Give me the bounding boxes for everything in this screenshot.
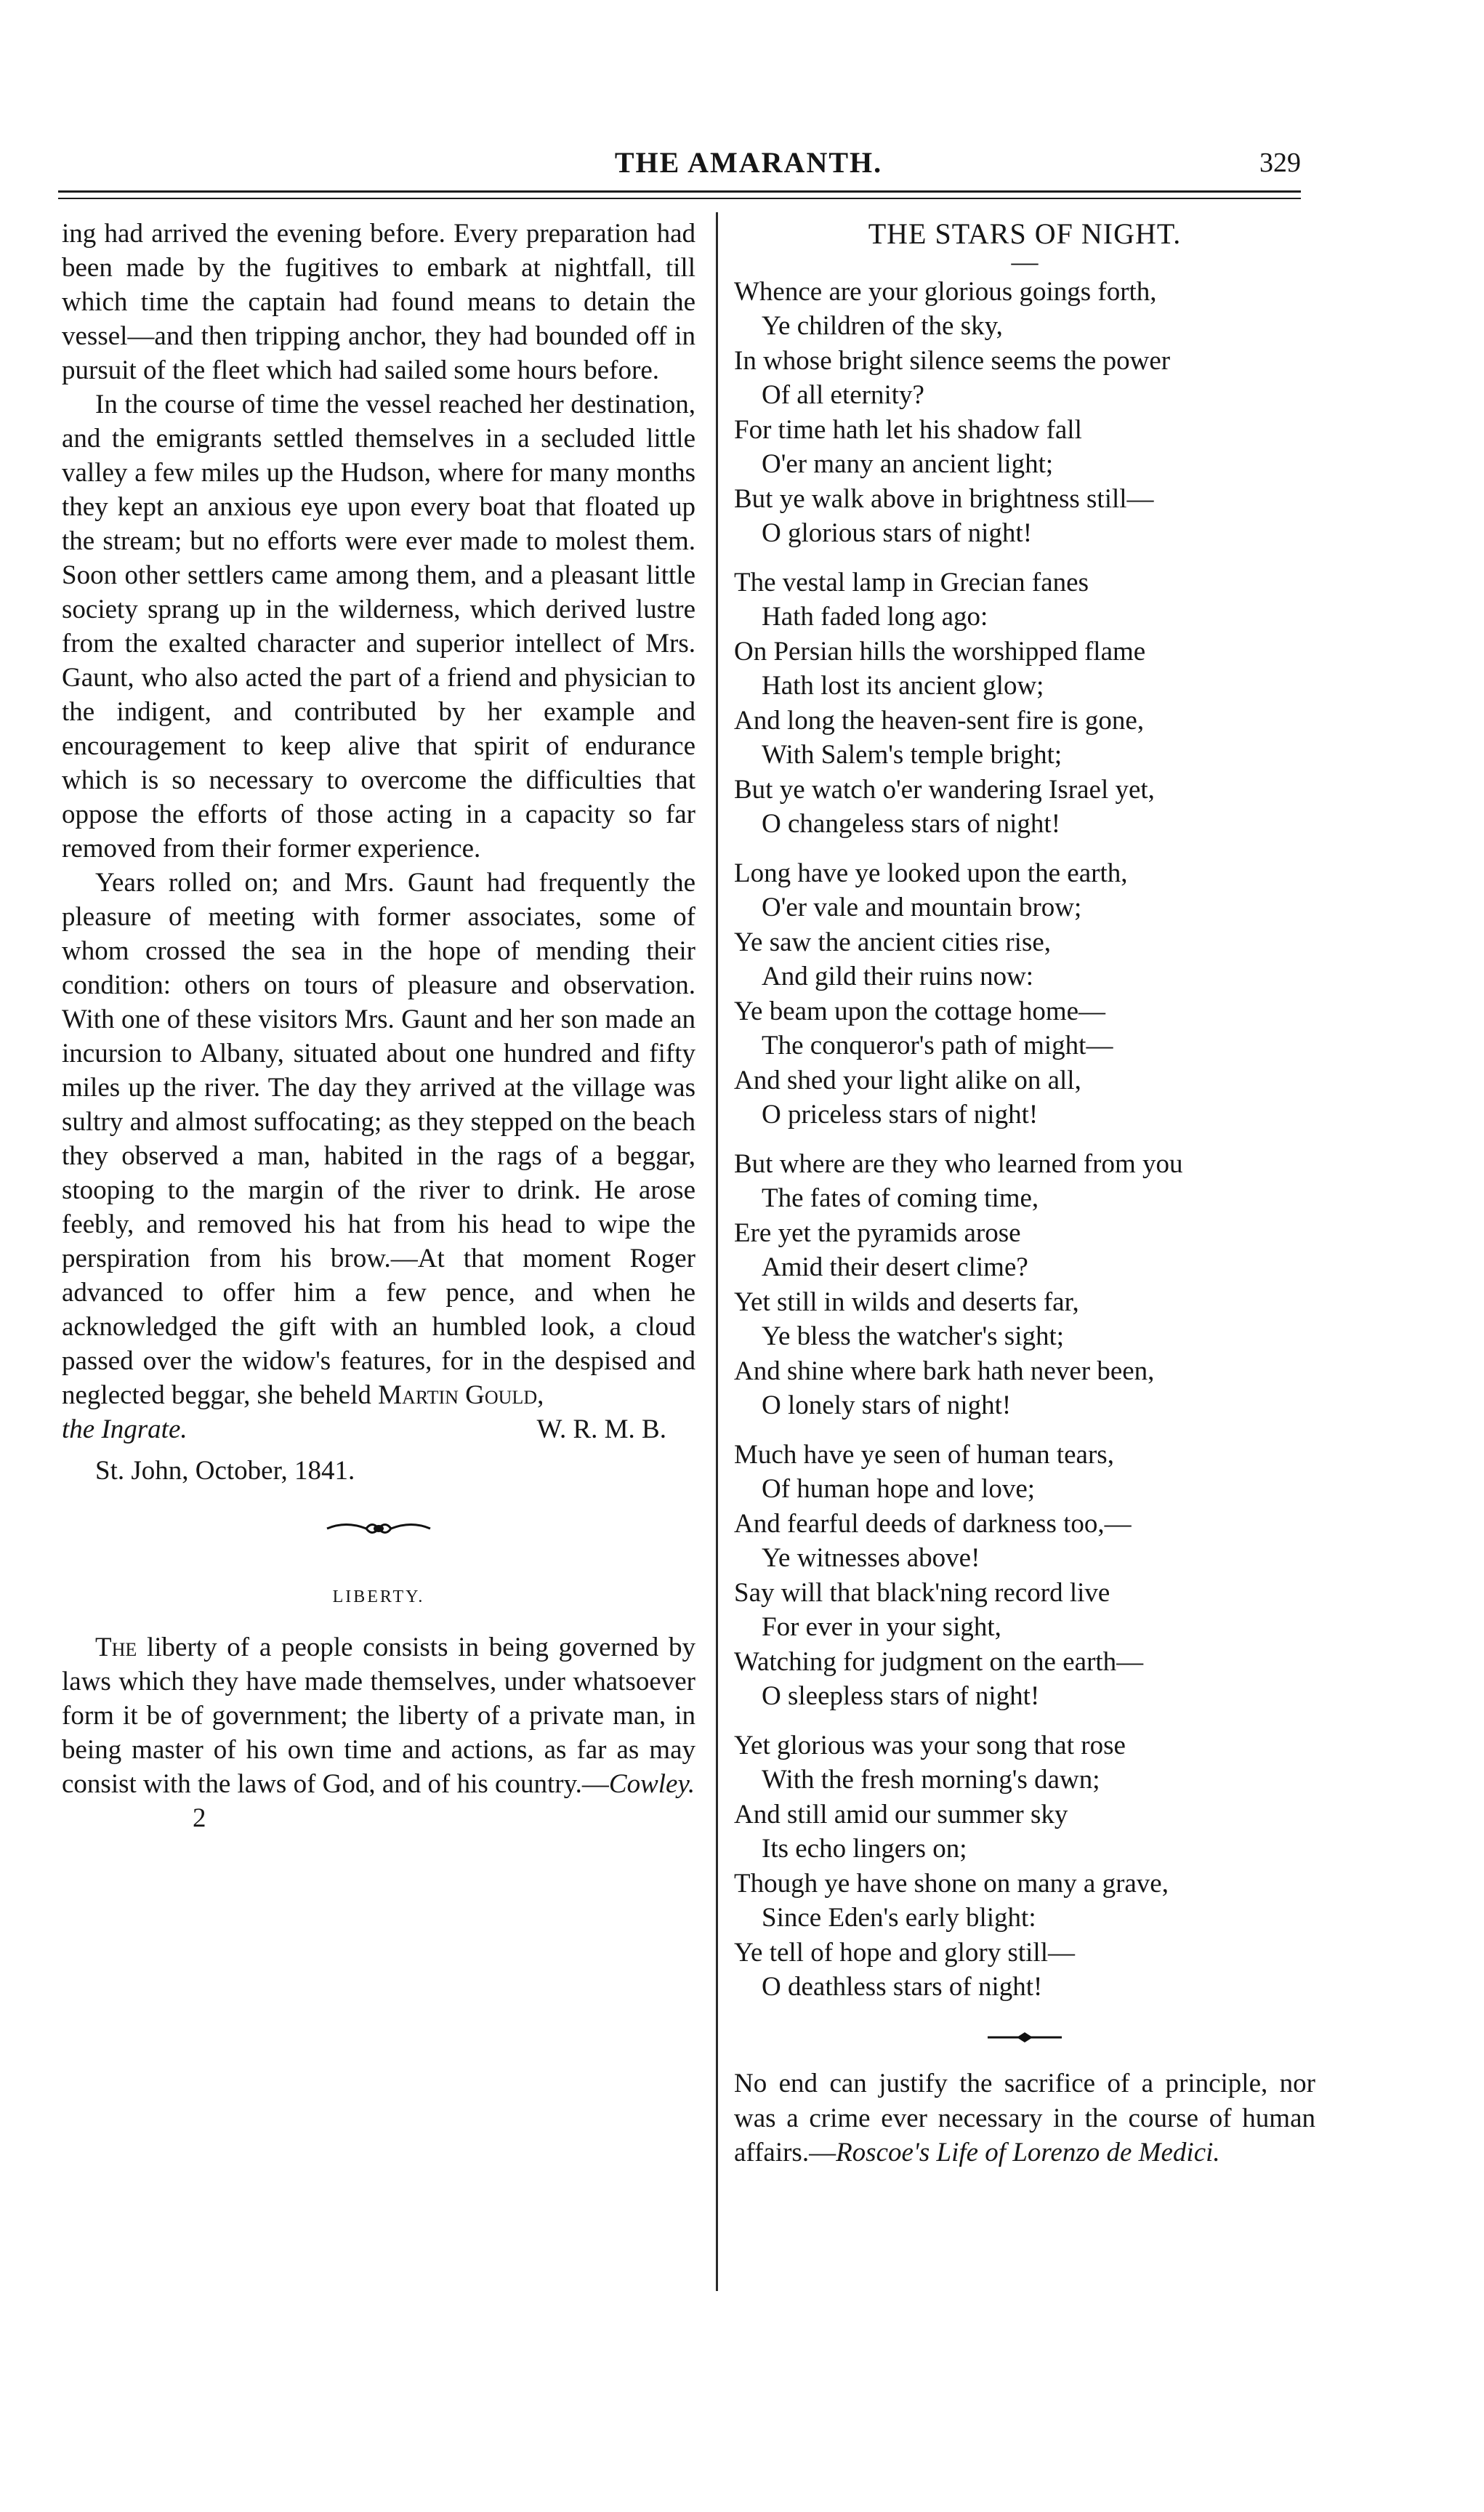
divider-diamond-icon: [985, 2030, 1065, 2045]
dateline: St. John, October, 1841.: [95, 1456, 355, 1486]
poem-line: Its echo lingers on;: [762, 1834, 967, 1864]
ornament-divider: [734, 2019, 1315, 2054]
poem-line: Ye beam upon the cottage home—: [734, 996, 1106, 1026]
story-paragraph-3: [62, 866, 695, 1412]
poem-line: Yet still in wilds and deserts far,: [734, 1287, 1079, 1317]
page-number: 329: [1259, 148, 1301, 178]
poem-stanza: [734, 565, 1315, 842]
column-divider: [716, 212, 718, 2291]
poem-line: And fearful deeds of darkness too,—: [734, 1508, 1132, 1539]
poem-line: Ye saw the ancient cities rise,: [734, 927, 1052, 957]
poem-line: Ye children of the sky,: [762, 311, 1003, 341]
poem-line: And shine where bark hath never been,: [734, 1356, 1155, 1386]
poem-line: And shed your light alike on all,: [734, 1065, 1081, 1095]
liberty-text: liberty of a people consists in being governed by laws which they have made themselves, under whatsoever form it be of government; the liberty of a private man, in being master of his own time and actions, as far as may consist with the laws of God, and of his country.—: [62, 1633, 695, 1799]
poem-line: O changeless stars of night!: [762, 809, 1061, 839]
poem-line: The vestal lamp in Grecian fanes: [734, 567, 1089, 597]
poem-line: And long the heaven-sent fire is gone,: [734, 705, 1145, 736]
closing-quote: [734, 2066, 1315, 2170]
poem-line: O lonely stars of night!: [762, 1390, 1012, 1420]
poem-line: O sleepless stars of night!: [762, 1681, 1040, 1711]
poem-stanza: [734, 1438, 1315, 1714]
poem-line: Though ye have shone on many a grave,: [734, 1868, 1169, 1899]
poem-line: Of human hope and love;: [762, 1474, 1036, 1504]
poem-line: Ere yet the pyramids arose: [734, 1217, 1021, 1248]
poem-line: Say will that black'ning record live: [734, 1577, 1110, 1608]
poem-line: Ye bless the watcher's sight;: [762, 1321, 1065, 1351]
poem-line: Since Eden's early blight:: [762, 1903, 1036, 1933]
poem-line: O deathless stars of night!: [762, 1972, 1043, 2002]
flourish-icon: [324, 1518, 433, 1539]
story-title-ref: the Ingrate.: [62, 1414, 187, 1444]
poem-title: THE STARS OF NIGHT.: [868, 217, 1182, 250]
poem-line: O'er vale and mountain brow;: [762, 893, 1082, 922]
signature-mark: 2: [193, 1803, 206, 1833]
poem-body: [734, 275, 1315, 2005]
poem-line: O glorious stars of night!: [762, 518, 1033, 548]
poem-line: Whence are your glorious goings forth,: [734, 276, 1157, 307]
poem-line: O priceless stars of night!: [762, 1100, 1039, 1130]
poem-line: The fates of coming time,: [762, 1183, 1039, 1213]
poem-line: And gild their ruins now:: [762, 962, 1034, 991]
poem-line: Long have ye looked upon the earth,: [734, 858, 1128, 888]
poem-line: But where are they who learned from you: [734, 1148, 1183, 1179]
left-column: [62, 217, 695, 1835]
story-paragraph-2: In the course of time the vessel reached her destination, and the emigrants settled themselves in a secluded little valley a few miles up the Hudson, where for many months they kept an anxious eye upon every boat that floated up the stream; but no efforts were ever made to molest them. Soon other settlers came among them, and a pleasant little society sprang up in the wilderness, which derived lustre from the exalted character and superior intellect of Mrs. Gaunt, who also acted the part of a friend and physician to the indigent, and contributed by her example and encouragement to keep alive that spirit of endurance which is so necessary to overcome the difficulties that oppose the efforts of those acting in a capacity so far removed from their former experience.: [62, 390, 695, 864]
poem-line: Watching for judgment on the earth—: [734, 1646, 1144, 1677]
closing-quote-text: No end can justify the sacrifice of a principle, nor was a crime ever necessary in the course of human affairs.—: [734, 2069, 1315, 2167]
poem-line: The conqueror's path of might—: [762, 1031, 1113, 1060]
liberty-first-word: The: [95, 1633, 137, 1662]
poem-line: And still amid our summer sky: [734, 1799, 1068, 1829]
poem-line: Yet glorious was your song that rose: [734, 1730, 1126, 1760]
character-name: Martin Gould,: [378, 1380, 544, 1410]
poem-line: On Persian hills the worshipped flame: [734, 636, 1146, 667]
liberty-paragraph: [62, 1630, 695, 1801]
poem-line: Much have ye seen of human tears,: [734, 1439, 1114, 1470]
running-head: [196, 145, 1301, 196]
header-rule-bottom: [58, 198, 1301, 199]
poem-line: In whose bright silence seems the power: [734, 345, 1171, 376]
running-title: THE AMARANTH.: [614, 146, 883, 179]
poem-line: With the fresh morning's dawn;: [762, 1765, 1100, 1795]
poem-line: Of all eternity?: [762, 380, 924, 410]
poem-line: Hath lost its ancient glow;: [762, 671, 1044, 701]
poem-line: Ye witnesses above!: [762, 1543, 980, 1573]
author-initials: W. R. M. B.: [536, 1414, 666, 1444]
poem-line: But ye watch o'er wandering Israel yet,: [734, 774, 1155, 805]
poem-line: With Salem's temple bright;: [762, 740, 1062, 770]
right-column: [734, 217, 1315, 2170]
header-rule-top: [58, 190, 1301, 193]
poem-line: Hath faded long ago:: [762, 602, 988, 632]
poem-line: O'er many an ancient light;: [762, 449, 1054, 479]
poem-stanza: [734, 856, 1315, 1132]
poem-line: Amid their desert clime?: [762, 1252, 1028, 1282]
poem-stanza: [734, 275, 1315, 551]
ornament-flourish: [62, 1514, 695, 1548]
liberty-attribution: Cowley.: [608, 1769, 695, 1799]
closing-quote-attribution: Roscoe's Life of Lorenzo de Medici.: [836, 2138, 1220, 2167]
poem-line: For ever in your sight,: [762, 1612, 1001, 1642]
story-signoff: [62, 1412, 695, 1446]
poem-line: For time hath let his shadow fall: [734, 414, 1082, 445]
section-heading-liberty: LIBERTY.: [332, 1587, 425, 1606]
story-paragraph-1: ing had arrived the evening before. Every preparation had been made by the fugitives to embark at nightfall, till which time the captain had found means to detain the vessel—and then tripping anchor, they had bounded off in pursuit of the fleet which had sailed some hours before.: [62, 219, 695, 385]
poem-stanza: [734, 1147, 1315, 1423]
story-paragraph-3-text: Years rolled on; and Mrs. Gaunt had frequently the pleasure of meeting with former associates, some of whom crossed the sea in the hope of mending their condition: others on tours of pleasure and observation. With one of these visitors Mrs. Gaunt and her son made an incursion to Albany, situated about one hundred and fifty miles up the river. The day they arrived at the village was sultry and almost suffocating; as they stepped on the beach they observed a man, habited in the rags of a beggar, stooping to the margin of the river to drink. He arose feebly, and removed his hat from his head to wipe the perspiration from his brow.—At that moment Roger advanced to offer him a few pence, and when he acknowledged the gift with an humbled look, a cloud passed over the widow's features, for in the despised and neglected beggar, she beheld: [62, 868, 695, 1410]
poem-line: But ye walk above in brightness still—: [734, 483, 1154, 514]
poem-line: Ye tell of hope and glory still—: [734, 1937, 1075, 1968]
poem-stanza: [734, 1728, 1315, 2005]
poem-title-dash: —: [1011, 246, 1039, 277]
